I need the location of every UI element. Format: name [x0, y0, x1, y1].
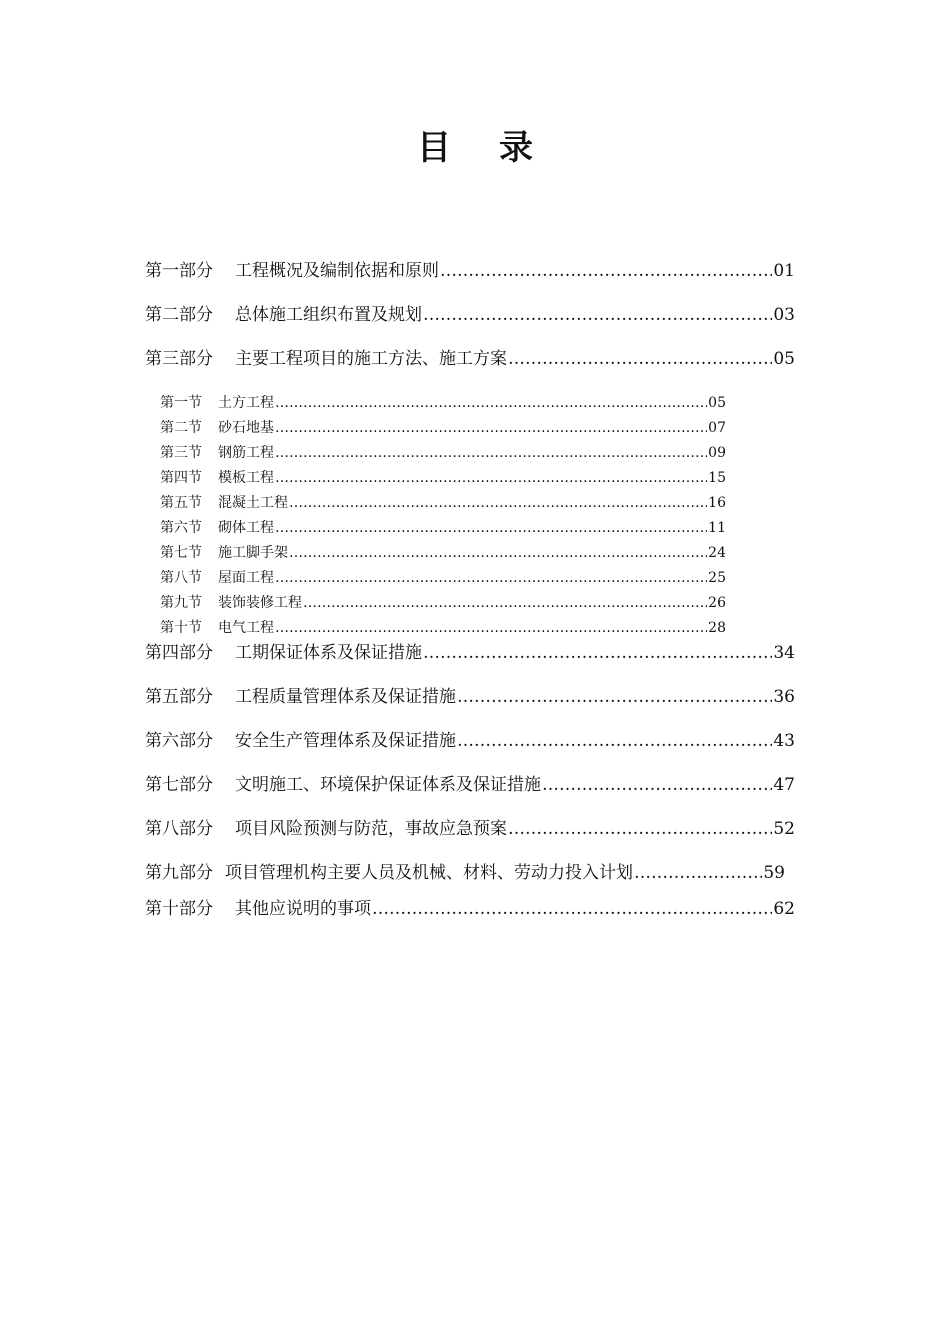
toc-leader-dots — [440, 259, 772, 283]
toc-section-1[interactable] — [160, 393, 726, 413]
toc-section-number: 第一节 — [160, 395, 202, 411]
toc-leader-dots — [634, 861, 762, 885]
toc-leader-dots — [303, 593, 707, 613]
toc-part-7[interactable] — [145, 773, 795, 797]
toc-page-number: 16 — [708, 495, 726, 511]
toc-page-number: 01 — [773, 261, 795, 281]
toc-part-number: 第六部分 — [145, 731, 213, 751]
toc-section-label: 钢筋工程 — [218, 445, 274, 461]
toc-part-number: 第十部分 — [145, 899, 213, 919]
toc-section-label: 屋面工程 — [218, 570, 274, 586]
toc-part-label: 安全生产管理体系及保证措施 — [235, 731, 456, 751]
toc-section-label: 装饰装修工程 — [218, 595, 302, 611]
toc-leader-dots — [457, 729, 772, 753]
toc-part-9[interactable] — [145, 861, 785, 885]
toc-section-number: 第三节 — [160, 445, 202, 461]
toc-section-9[interactable] — [160, 593, 726, 613]
toc-section-10[interactable] — [160, 618, 726, 638]
toc-page-number: 05 — [773, 349, 795, 369]
toc-part-label: 工程质量管理体系及保证措施 — [235, 687, 456, 707]
toc-section-number: 第九节 — [160, 595, 202, 611]
toc-part-number: 第五部分 — [145, 687, 213, 707]
toc-section-number: 第七节 — [160, 545, 202, 561]
toc-page-number: 47 — [773, 775, 795, 795]
toc-part-label: 项目风险预测与防范，事故应急预案 — [235, 819, 507, 839]
toc-section-number: 第四节 — [160, 470, 202, 486]
toc-leader-dots — [275, 618, 707, 638]
toc-section-3[interactable] — [160, 443, 726, 463]
toc-leader-dots — [275, 568, 707, 588]
toc-part-6[interactable] — [145, 729, 795, 753]
toc-page-number: 28 — [708, 620, 726, 636]
toc-section-8[interactable] — [160, 568, 726, 588]
toc-leader-dots — [457, 685, 772, 709]
toc-section-2[interactable] — [160, 418, 726, 438]
toc-part-label: 总体施工组织布置及规划 — [235, 305, 422, 325]
title-char-1: 目 — [417, 128, 451, 168]
toc-section-5[interactable] — [160, 493, 726, 513]
toc-section-number: 第八节 — [160, 570, 202, 586]
toc-part-number: 第一部分 — [145, 261, 213, 281]
toc-part-4[interactable] — [145, 641, 795, 665]
toc-page-number: 11 — [708, 520, 726, 536]
toc-section-6[interactable] — [160, 518, 726, 538]
toc-part-number: 第四部分 — [145, 643, 213, 663]
toc-section-label: 模板工程 — [218, 470, 274, 486]
toc-section-label: 砂石地基 — [218, 420, 274, 436]
toc-section-7[interactable] — [160, 543, 726, 563]
toc-page-number: 05 — [708, 395, 726, 411]
toc-leader-dots — [275, 393, 707, 413]
toc-part-label: 主要工程项目的施工方法、施工方案 — [235, 349, 507, 369]
toc-part-label: 其他应说明的事项 — [235, 899, 371, 919]
toc-part-number: 第九部分 — [145, 863, 213, 883]
toc-leader-dots — [508, 347, 772, 371]
toc-leader-dots — [423, 303, 772, 327]
toc-page-number: 25 — [708, 570, 726, 586]
toc-section-number: 第六节 — [160, 520, 202, 536]
toc-section-number: 第十节 — [160, 620, 202, 636]
toc-part-label: 项目管理机构主要人员及机械、材料、劳动力投入计划 — [225, 863, 633, 883]
toc-leader-dots — [542, 773, 772, 797]
toc-leader-dots — [275, 443, 707, 463]
toc-section-label: 电气工程 — [218, 620, 274, 636]
toc-page-number: 43 — [773, 731, 795, 751]
toc-leader-dots — [289, 543, 707, 563]
toc-page-number: 15 — [708, 470, 726, 486]
toc-leader-dots — [508, 817, 772, 841]
toc-page-number: 03 — [773, 305, 795, 325]
toc-leader-dots — [275, 418, 707, 438]
toc-leader-dots — [275, 468, 707, 488]
toc-page-number: 62 — [773, 899, 795, 919]
toc-page-number: 59 — [763, 863, 785, 883]
toc-part-5[interactable] — [145, 685, 795, 709]
toc-page-number: 36 — [773, 687, 795, 707]
toc-part-label: 工程概况及编制依据和原则 — [235, 261, 439, 281]
toc-page-number: 07 — [708, 420, 726, 436]
toc-part-number: 第七部分 — [145, 775, 213, 795]
toc-part-10[interactable] — [145, 897, 795, 921]
toc-section-label: 混凝土工程 — [218, 495, 288, 511]
toc-section-number: 第五节 — [160, 495, 202, 511]
toc-part-label: 工期保证体系及保证措施 — [235, 643, 422, 663]
toc-part-8[interactable] — [145, 817, 795, 841]
toc-part-2[interactable] — [145, 303, 795, 327]
toc-part-number: 第二部分 — [145, 305, 213, 325]
toc-page-number: 09 — [708, 445, 726, 461]
toc-part-1[interactable] — [145, 259, 795, 283]
toc-part-number: 第八部分 — [145, 819, 213, 839]
toc-section-label: 土方工程 — [218, 395, 274, 411]
toc-leader-dots — [289, 493, 707, 513]
toc-section-label: 砌体工程 — [218, 520, 274, 536]
toc-section-4[interactable] — [160, 468, 726, 488]
toc-part-number: 第三部分 — [145, 349, 213, 369]
toc-leader-dots — [275, 518, 707, 538]
toc-page-number: 24 — [708, 545, 726, 561]
toc-section-label: 施工脚手架 — [218, 545, 288, 561]
toc-page-number: 34 — [773, 643, 795, 663]
toc-part-3[interactable] — [145, 347, 795, 371]
toc-page-number: 26 — [708, 595, 726, 611]
toc-part-label: 文明施工、环境保护保证体系及保证措施 — [235, 775, 541, 795]
toc-page-number: 52 — [773, 819, 795, 839]
toc-section-number: 第二节 — [160, 420, 202, 436]
toc-leader-dots — [423, 641, 772, 665]
title-char-2: 录 — [499, 128, 533, 168]
toc-leader-dots — [372, 897, 772, 921]
